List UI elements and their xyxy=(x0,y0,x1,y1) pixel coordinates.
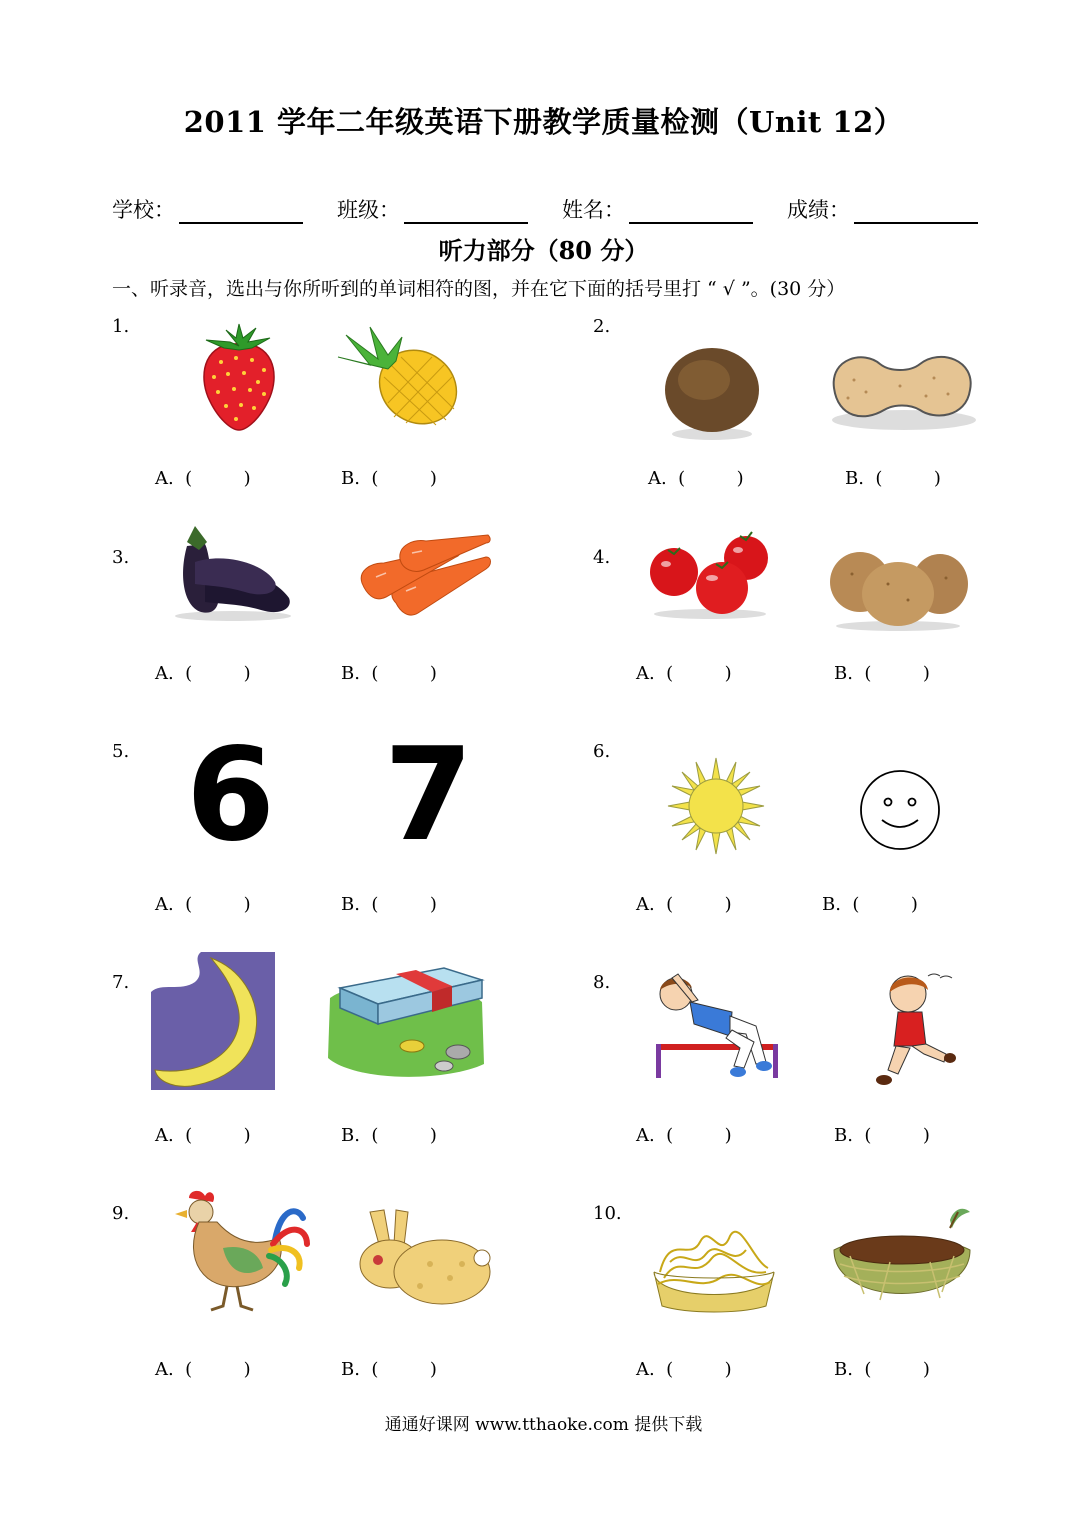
option-b[interactable]: B. ( ) xyxy=(341,1125,437,1146)
page-title: 2011 学年二年级英语下册教学质量检测（Unit 12） xyxy=(183,105,904,139)
tomato-icon xyxy=(648,524,772,620)
option-b[interactable]: B. ( ) xyxy=(341,468,437,489)
option-b[interactable]: B. ( ) xyxy=(834,1125,930,1146)
question-number: 10. xyxy=(593,1203,622,1224)
carrot-icon xyxy=(356,527,492,623)
question-number: 1. xyxy=(112,316,130,337)
smiley-face-icon xyxy=(858,768,942,852)
option-a[interactable]: A. ( ) xyxy=(636,894,732,915)
footer-source: 通通好课网 www.tthaoke.com 提供下载 xyxy=(384,1415,703,1435)
option-a[interactable]: A. ( ) xyxy=(155,1125,251,1146)
option-a[interactable]: A. ( ) xyxy=(636,663,732,684)
name-label: 姓名： xyxy=(562,198,625,222)
school-field[interactable] xyxy=(112,194,303,224)
class-blank[interactable] xyxy=(404,200,528,224)
option-b[interactable]: B. ( ) xyxy=(845,468,941,489)
option-a[interactable]: A. ( ) xyxy=(155,468,251,489)
money-icon xyxy=(326,958,486,1084)
section-title: 听力部分（80 分） xyxy=(438,236,649,265)
option-a[interactable]: A. ( ) xyxy=(636,1359,732,1380)
option-b[interactable]: B. ( ) xyxy=(834,1359,930,1380)
question-number: 7. xyxy=(112,972,130,993)
name-field[interactable] xyxy=(562,194,753,224)
option-a[interactable]: A. ( ) xyxy=(155,1359,251,1380)
option-a[interactable]: A. ( ) xyxy=(155,663,251,684)
score-label: 成绩： xyxy=(787,198,850,222)
question-number: 9. xyxy=(112,1203,130,1224)
name-blank[interactable] xyxy=(629,200,753,224)
option-a[interactable]: A. ( ) xyxy=(636,1125,732,1146)
question-number: 2. xyxy=(593,316,611,337)
class-field[interactable] xyxy=(337,194,528,224)
option-a[interactable]: A. ( ) xyxy=(648,468,744,489)
eggplant-icon xyxy=(165,522,295,622)
class-label: 班级： xyxy=(337,198,400,222)
noodles-icon xyxy=(650,1222,778,1314)
sun-icon xyxy=(666,756,766,856)
option-b[interactable]: B. ( ) xyxy=(341,894,437,915)
digit-six: 6 xyxy=(186,721,276,870)
option-b[interactable]: B. ( ) xyxy=(341,663,437,684)
score-field[interactable] xyxy=(787,194,978,224)
option-a[interactable]: A. ( ) xyxy=(155,894,251,915)
nest-icon xyxy=(830,1204,974,1310)
option-b[interactable]: B. ( ) xyxy=(834,663,930,684)
question-number: 6. xyxy=(593,741,611,762)
strawberry-icon xyxy=(196,322,282,432)
question-number: 8. xyxy=(593,972,611,993)
running-boy-icon xyxy=(874,970,958,1092)
kiwi-icon xyxy=(660,338,764,442)
potato-icon xyxy=(828,544,970,632)
instruction: 一、听录音，选出与你所听到的单词相符的图，并在它下面的括号里打 “ √ ”。(30 分） xyxy=(112,278,846,300)
option-b[interactable]: B. ( ) xyxy=(341,1359,437,1380)
pineapple-icon xyxy=(336,325,462,429)
peanut-icon xyxy=(824,348,980,434)
question-number: 4. xyxy=(593,547,611,568)
moon-icon xyxy=(151,952,275,1090)
rooster-icon xyxy=(163,1188,311,1316)
rabbit-icon xyxy=(350,1208,494,1312)
option-b[interactable]: B. ( ) xyxy=(822,894,918,915)
school-blank[interactable] xyxy=(179,200,303,224)
digit-seven: 7 xyxy=(384,721,474,870)
score-blank[interactable] xyxy=(854,200,978,224)
question-number: 5. xyxy=(112,741,130,762)
question-number: 3. xyxy=(112,547,130,568)
hurdle-jump-icon xyxy=(646,972,782,1084)
school-label: 学校： xyxy=(112,198,175,222)
